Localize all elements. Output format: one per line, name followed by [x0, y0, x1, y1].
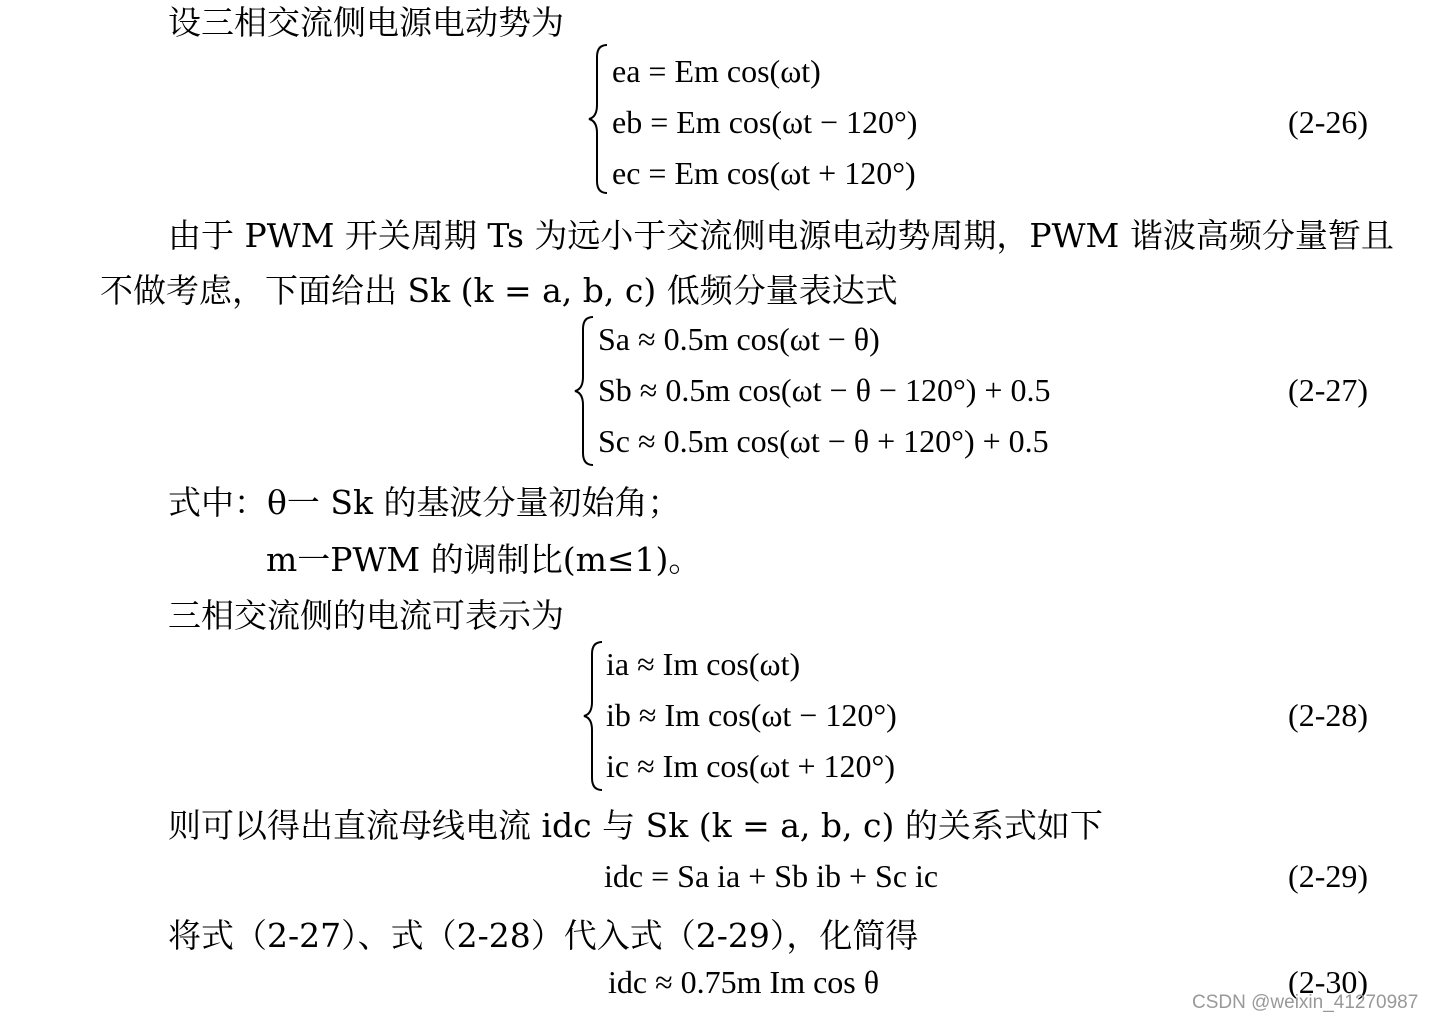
text-line-4: 式中：θ一 Sk 的基波分量初始角； — [168, 483, 681, 522]
text-line-3: 不做考虑，下面给出 Sk (k = a, b, c) 低频分量表达式 — [100, 271, 898, 310]
equation-number-2-26: (2-26) — [1288, 104, 1368, 140]
text-line-5: m一PWM 的调制比(m≤1)。 — [266, 540, 702, 579]
text-line-2: 由于 PWM 开关周期 Ts 为远小于交流侧电源电动势周期，PWM 谐波高频分量暂且 — [168, 216, 1394, 255]
text-line-8: 将式（2-27）、式（2-28）代入式（2-29），化简得 — [168, 916, 919, 955]
equation-number-2-30: (2-30) — [1288, 964, 1368, 1000]
equation-number-2-29: (2-29) — [1288, 858, 1368, 894]
text-line-7: 则可以得出直流母线电流 idc 与 Sk (k = a, b, c) 的关系式如下 — [168, 806, 1103, 845]
equation-number-2-27: (2-27) — [1288, 372, 1368, 408]
equation-2-26-line-3: ec = Em cos(ωt + 120°) — [612, 155, 916, 191]
watermark: CSDN @weixin_41270987 — [1192, 992, 1419, 1013]
equation-2-26-line-2: eb = Em cos(ωt − 120°) — [612, 104, 918, 140]
equation-2-29: idc = Sa ia + Sb ib + Sc ic — [604, 858, 939, 894]
equation-2-27-line-2: Sb ≈ 0.5m cos(ωt − θ − 120°) + 0.5 — [598, 372, 1051, 408]
left-brace-icon — [585, 43, 611, 195]
brace-2-27 — [571, 315, 597, 471]
brace-2-28 — [580, 640, 606, 796]
equation-2-28-line-1: ia ≈ Im cos(ωt) — [606, 646, 801, 682]
equation-2-30: idc ≈ 0.75m Im cos θ — [608, 964, 880, 1000]
text-line-6: 三相交流侧的电流可表示为 — [168, 596, 564, 635]
text-line-1: 设三相交流侧电源电动势为 — [168, 3, 564, 42]
left-brace-icon — [571, 315, 597, 467]
equation-2-27-line-3: Sc ≈ 0.5m cos(ωt − θ + 120°) + 0.5 — [598, 423, 1049, 459]
equation-2-28-line-2: ib ≈ Im cos(ωt − 120°) — [606, 697, 897, 733]
equation-2-28-line-3: ic ≈ Im cos(ωt + 120°) — [606, 748, 895, 784]
brace-2-26 — [585, 43, 611, 199]
left-brace-icon — [580, 640, 606, 792]
equation-2-27-line-1: Sa ≈ 0.5m cos(ωt − θ) — [598, 321, 880, 357]
equation-2-26-line-1: ea = Em cos(ωt) — [612, 53, 821, 89]
equation-number-2-28: (2-28) — [1288, 697, 1368, 733]
